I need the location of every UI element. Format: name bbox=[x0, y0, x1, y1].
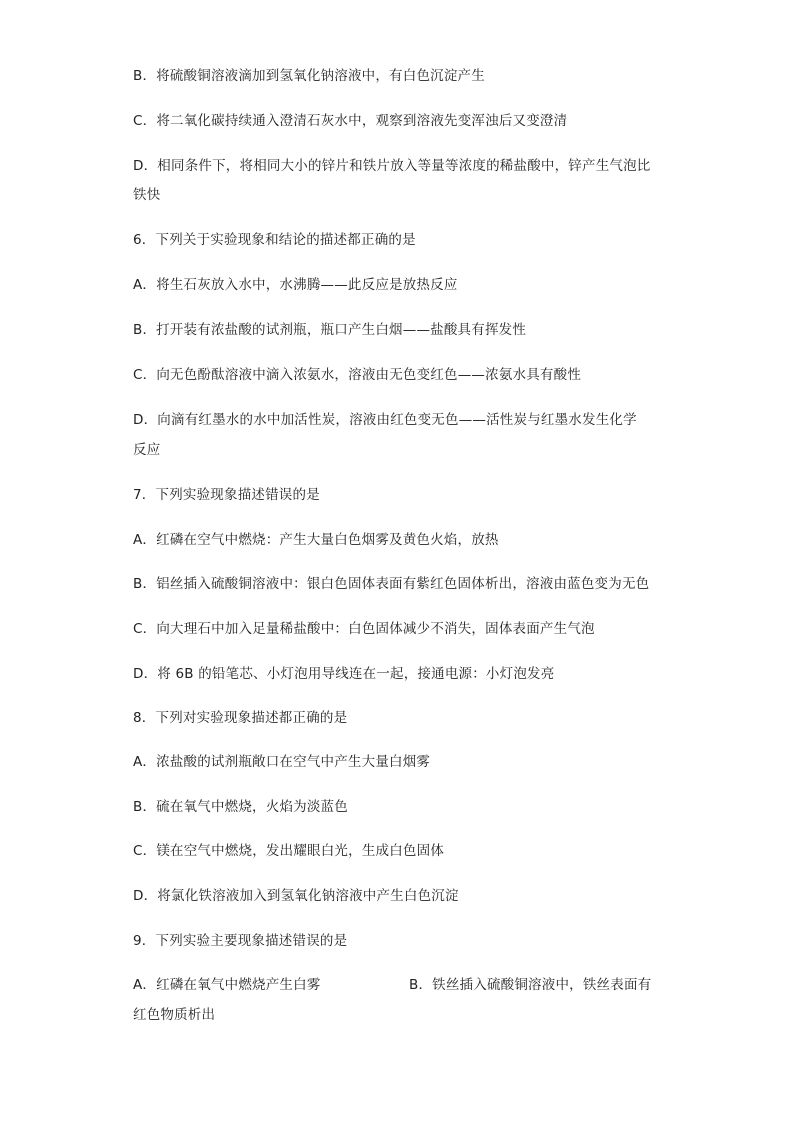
q9-stem: 9．下列实验主要现象描述错误的是 bbox=[133, 933, 348, 949]
q6-option-c: C．向无色酚酞溶液中滴入浓氨水，溶液由无色变红色——浓氨水具有酸性 bbox=[133, 367, 582, 383]
q5-option-c: C．将二氧化碳持续通入澄清石灰水中，观察到溶液先变浑浊后又变澄清 bbox=[133, 113, 568, 129]
q6-option-b: B．打开装有浓盐酸的试剂瓶，瓶口产生白烟——盐酸具有挥发性 bbox=[133, 322, 527, 338]
q5-option-d: D．相同条件下，将相同大小的锌片和铁片放入等量等浓度的稀盐酸中，锌产生气泡比 bbox=[133, 158, 651, 174]
q8-option-a: A．浓盐酸的试剂瓶敞口在空气中产生大量白烟雾 bbox=[133, 754, 431, 770]
q8-stem: 8．下列对实验现象描述都正确的是 bbox=[133, 710, 348, 726]
q8-option-b: B．硫在氧气中燃烧，火焰为淡蓝色 bbox=[133, 799, 348, 815]
q9-option-a: A．红磷在氧气中燃烧产生白雾 bbox=[133, 977, 321, 993]
q8-option-d: D．将氯化铁溶液加入到氢氧化钠溶液中产生白色沉淀 bbox=[133, 888, 459, 904]
q7-option-d: D．将 6B 的铅笔芯、小灯泡用导线连在一起，接通电源：小灯泡发亮 bbox=[133, 666, 555, 682]
q5-option-b: B．将硫酸铜溶液滴加到氢氧化钠溶液中，有白色沉淀产生 bbox=[133, 68, 485, 84]
q9-option-b-cont: 红色物质析出 bbox=[133, 1007, 216, 1023]
q7-option-b: B．铝丝插入硫酸铜溶液中：银白色固体表面有紫红色固体析出，溶液由蓝色变为无色 bbox=[133, 576, 650, 592]
q9-options-row bbox=[133, 975, 673, 995]
q6-option-a: A．将生石灰放入水中，水沸腾——此反应是放热反应 bbox=[133, 277, 458, 293]
q7-stem: 7．下列实验现象描述错误的是 bbox=[133, 487, 320, 503]
q9-option-b: B．铁丝插入硫酸铜溶液中，铁丝表面有 bbox=[409, 977, 652, 993]
q6-option-d-cont: 反应 bbox=[133, 442, 161, 458]
q7-option-c: C．向大理石中加入足量稀盐酸中：白色固体减少不消失，固体表面产生气泡 bbox=[133, 621, 595, 637]
q5-option-d-cont: 铁快 bbox=[133, 187, 161, 203]
q6-option-d: D．向滴有红墨水的水中加活性炭，溶液由红色变无色——活性炭与红墨水发生化学 bbox=[133, 412, 637, 428]
q6-stem: 6．下列关于实验现象和结论的描述都正确的是 bbox=[133, 232, 416, 248]
q8-option-c: C．镁在空气中燃烧，发出耀眼白光，生成白色固体 bbox=[133, 843, 445, 859]
q7-option-a: A．红磷在空气中燃烧：产生大量白色烟雾及黄色火焰，放热 bbox=[133, 532, 499, 548]
